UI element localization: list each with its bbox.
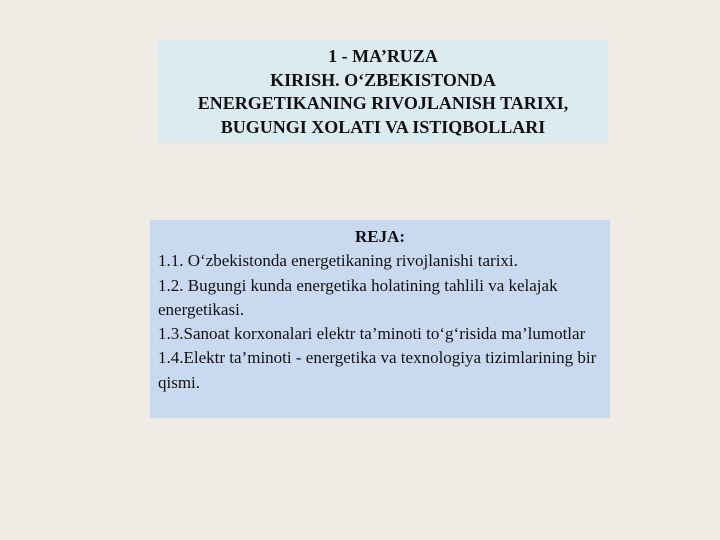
plan-item-1: 1.1. O‘zbekistonda energetikaning rivojlanishi tarixi. xyxy=(158,251,518,271)
lecture-title-box xyxy=(158,40,608,143)
lecture-title-line-2: ENERGETIKANING RIVOJLANISH TARIXI, xyxy=(197,93,569,113)
plan-heading: REJA: xyxy=(354,227,406,246)
plan-item-4: 1.4.Elektr ta’minoti - energetika va texnologiya tizimlarining bir qismi. xyxy=(158,348,597,392)
lecture-title-line-3: BUGUNGI XOLATI VA ISTIQBOLLARI xyxy=(220,116,546,137)
plan-item-2: 1.2. Bugungi kunda energetika holatining tahlili va kelajak energetikasi. xyxy=(158,275,558,319)
plan-box xyxy=(150,220,610,418)
lecture-title-line-1: KIRISH. O‘ZBEKISTONDA xyxy=(270,69,496,90)
plan-item-3: 1.3.Sanoat korxonalari elektr ta’minoti to‘g‘risida ma’lumotlar xyxy=(158,324,586,344)
lecture-number: 1 - MA’RUZA xyxy=(328,46,438,66)
